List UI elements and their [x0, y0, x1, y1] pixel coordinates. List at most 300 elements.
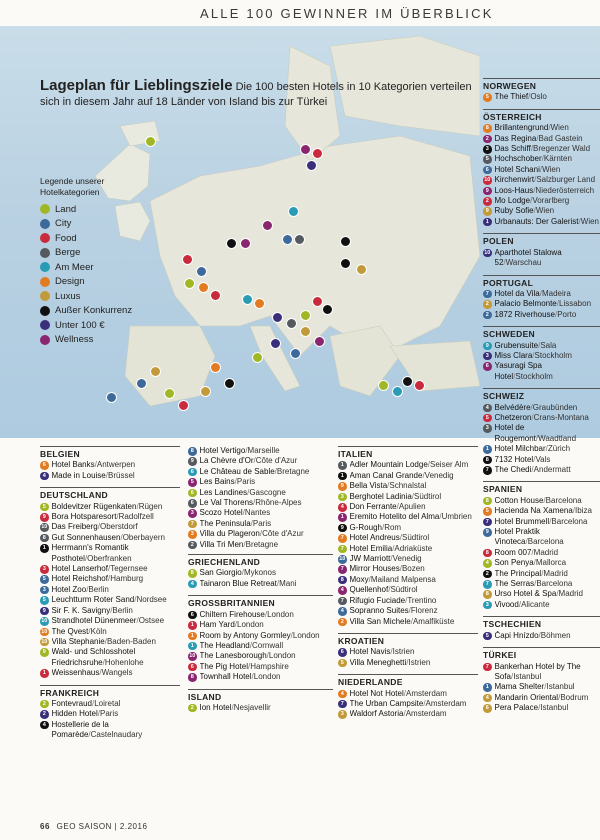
- hotel-entry: 10 The Lanesborough/London: [189, 651, 296, 661]
- hotel-entry: 1 Hotel Milchbar/Zürich: [483, 444, 600, 454]
- hotel-name: Urso Hotel & Spa: [494, 589, 557, 599]
- section-island: [188, 689, 333, 714]
- hotel-name: 7132 Hotel: [494, 454, 534, 464]
- page-header-title: ALLE 100 GEWINNER IM ÜBERBLICK: [200, 6, 494, 21]
- hotel-entry: 6 Les Landines/Gascogne: [188, 488, 333, 498]
- hotel-entry: 4 Hotel Not Hotel/Amsterdam: [338, 689, 478, 699]
- hotel-entry: 1 Ham Yard/London: [188, 620, 333, 630]
- hotel-name: Hotel da Vila: [494, 288, 540, 298]
- legend-item: [40, 246, 160, 261]
- map-marker: [288, 206, 299, 217]
- hotel-entry: 2 Palacio Belmonte/Lissabon: [483, 299, 600, 309]
- hotel-place: Crans-Montana: [533, 412, 589, 422]
- section-frankreich: [40, 685, 180, 741]
- hotel-name: Grubensuite: [494, 340, 539, 350]
- category-number-badge: 1: [338, 461, 347, 470]
- hotel-name: Brillantengrund: [494, 123, 549, 133]
- hotel-name: The Headland: [199, 640, 250, 650]
- category-number-badge: 7: [338, 534, 347, 543]
- list-column-2: [188, 446, 333, 719]
- hotel-entry: 10 Das Freiberg/Oberstdorf: [41, 522, 138, 532]
- legend-color-dot: [40, 335, 50, 345]
- category-number-badge: 4: [483, 404, 492, 413]
- map-marker: [340, 258, 351, 269]
- category-number-badge: 8: [40, 534, 49, 543]
- hotel-place: Sala: [540, 340, 557, 350]
- hotel-entry: 4 Sopranno Suites/Florenz: [338, 606, 478, 616]
- hotel-entry: 4 Don Ferrante/Apulien: [338, 502, 478, 512]
- map-marker: [182, 254, 193, 265]
- page-footer: 66 GEO SAISON | 2.2016: [40, 822, 148, 831]
- hotel-name: Hotel Vertigo: [199, 446, 246, 455]
- hotel-entry: 5 Hacienda Na Xamena/Ibiza: [483, 506, 600, 516]
- category-number-badge: 5: [338, 659, 347, 668]
- legend-label: Food: [55, 232, 77, 244]
- hotel-name: Sopranno Suites: [349, 606, 409, 616]
- hotel-name: Hochschober: [494, 154, 542, 164]
- hotel-place: Oberfranken: [87, 553, 132, 563]
- hotel-entry: 9 Grubensuite/Sala: [483, 341, 600, 351]
- hotel-name: Kirchenwirt: [494, 175, 535, 185]
- category-number-badge: 4: [188, 580, 197, 589]
- legend-item: [40, 275, 160, 290]
- hotel-entry: 3 Hotel Zoo/Berlin: [40, 585, 180, 595]
- legend-item: [40, 289, 160, 304]
- category-number-badge: 8: [188, 673, 197, 682]
- category-number-badge: 8: [483, 549, 492, 558]
- hotel-place: Barcelona: [536, 579, 573, 589]
- category-number-badge: 8: [188, 569, 197, 578]
- hotel-entry: 5 Leuchtturm Roter Sand/Nordsee: [40, 595, 180, 605]
- section-title: GROSSBRITANNIEN: [188, 595, 333, 608]
- hotel-entry: 6 Chiltern Firehouse/London: [188, 610, 333, 620]
- hotel-entry: 9 Sir F. K. Savigny/Berlin: [40, 606, 180, 616]
- category-number-badge: 1: [483, 218, 492, 227]
- category-number-badge: 3: [338, 710, 347, 719]
- hotel-entry: 8 Urso Hotel & Spa/Madrid: [483, 589, 600, 599]
- map-marker: [196, 266, 207, 277]
- category-number-badge: 10: [41, 638, 48, 645]
- category-number-badge: 2: [188, 704, 197, 713]
- hotel-name: Hotel Zoo: [51, 584, 87, 594]
- section-title: SPANIEN: [483, 481, 600, 494]
- map-marker: [312, 148, 323, 159]
- category-number-badge: 9: [188, 457, 197, 466]
- hotel-entry: 1 Weissenhaus/Wangels: [40, 668, 180, 678]
- section-schweiz: [483, 388, 600, 475]
- hotel-name: Chiltern Firehouse: [199, 609, 265, 619]
- category-number-badge: 5: [40, 503, 49, 512]
- category-number-badge: 10: [189, 653, 196, 660]
- category-number-badge: 8: [483, 590, 492, 599]
- section-spanien: [483, 481, 600, 610]
- section-schweden: [483, 326, 600, 382]
- hotel-name: Hotel Not Hotel: [349, 688, 404, 698]
- hotel-place: Istrien: [392, 647, 415, 657]
- hotel-entry: 2 Villa Tri Men/Bretagne: [188, 540, 333, 550]
- category-number-badge: 9: [40, 607, 49, 616]
- hotel-entry: 9 Loos-Haus/Niederösterreich: [483, 186, 600, 196]
- category-number-badge: 3: [40, 586, 49, 595]
- hotel-place: Vals: [535, 454, 551, 464]
- hotel-entry: 8 Gut Sonnenhausen/Oberbayern: [40, 533, 180, 543]
- hotel-place: Istanbul: [513, 671, 542, 681]
- legend-label: Wellness: [55, 334, 94, 346]
- hotel-place: Oberstdorf: [99, 522, 138, 532]
- section-tuerkei: [483, 647, 600, 713]
- map-marker: [242, 294, 253, 305]
- section-title: GRIECHENLAND: [188, 554, 333, 567]
- section-title: FRANKREICH: [40, 685, 180, 698]
- legend-color-dot: [40, 306, 50, 316]
- hotel-place: Rügen: [138, 501, 163, 511]
- hotel-name: Villa San Michele: [349, 616, 411, 626]
- legend-heading: Legende unserer Hotelkategorien: [40, 176, 105, 197]
- map-marker: [198, 282, 209, 293]
- hotel-entry: 5 Boldevitzer Rügenkaten/Rügen: [40, 502, 180, 512]
- issue-number: 2.2016: [119, 822, 148, 831]
- category-number-badge: 1: [483, 683, 492, 692]
- hotel-name: Aparthotel Stalowa 52: [494, 247, 562, 268]
- category-number-badge: 3: [483, 424, 492, 433]
- category-number-badge: 4: [338, 586, 347, 595]
- hotel-entry: 2 Mo Lodge/Vorarlberg: [483, 196, 600, 206]
- hotel-place: Cornwall: [252, 640, 284, 650]
- hotel-place: Paris: [99, 709, 119, 719]
- hotel-entry: 7 Rifugio Fuciade/Trentino: [338, 596, 478, 606]
- hotel-entry: 5 Chetzeron/Crans-Montana: [483, 413, 600, 423]
- hotel-entry: 6 Le Château de Sable/Bretagne: [188, 467, 333, 477]
- hotel-entry: 2 Hidden Hotel/Paris: [40, 709, 180, 719]
- hotel-entry: 4 Hostellerie de la Pomarède/Castelnaudary: [40, 720, 180, 741]
- section-title: SCHWEDEN: [483, 326, 600, 339]
- hotel-name: Yasuragi Spa Hotel: [494, 361, 542, 381]
- hotel-place: Nantes: [244, 508, 271, 518]
- hotel-entry: 4 Son Penya/Mallorca: [483, 558, 600, 568]
- hotel-name: Belvédère: [494, 402, 531, 412]
- hotel-entry: 7 The Chedi/Andermatt: [483, 465, 600, 475]
- hotel-name: Chetzeron: [494, 412, 532, 422]
- hotel-entry: 4 Tainaron Blue Retreat/Mani: [188, 579, 333, 589]
- category-number-badge: 9: [483, 207, 492, 216]
- magazine-name: GEO SAISON: [56, 822, 112, 831]
- hotel-name: The Serras: [494, 579, 535, 589]
- category-number-badge: 8: [483, 497, 492, 506]
- hotel-entry: 9 Bora Hotsparesort/Radolfzell: [40, 512, 180, 522]
- map-marker: [322, 304, 333, 315]
- hotel-name: Ham Yard: [199, 620, 235, 630]
- map-title-block: [40, 78, 480, 110]
- hotel-name: Urbanauts: Der Galerist: [494, 216, 579, 226]
- category-number-badge: 7: [483, 518, 492, 527]
- hotel-place: Stockholm: [534, 350, 572, 360]
- hotel-name: Das Schiff: [494, 144, 531, 154]
- map-marker: [240, 238, 251, 249]
- map-marker: [226, 238, 237, 249]
- hotel-place: Wien: [580, 216, 599, 226]
- hotel-place: Wangels: [101, 668, 133, 678]
- hotel-place: Nesjavellir: [233, 702, 271, 712]
- hotel-place: Südtirol: [390, 585, 418, 595]
- hotel-place: Wien: [542, 164, 561, 174]
- hotel-entry: 7 Hotel da Vila/Madeira: [483, 289, 600, 299]
- category-number-badge: 5: [483, 93, 492, 102]
- legend-item: [40, 202, 160, 217]
- legend-item: [40, 260, 160, 275]
- hotel-name: Vivood: [494, 599, 519, 609]
- category-number-badge: 7: [483, 663, 492, 672]
- hotel-name: Hidden Hotel: [51, 709, 98, 719]
- hotel-place: London: [267, 609, 294, 619]
- hotel-place: Kärnten: [543, 154, 572, 164]
- hotel-place: Barcelona: [551, 516, 588, 526]
- hotel-entry: 2 Ion Hotel/Nesjavellir: [188, 703, 333, 713]
- hotel-name: Bora Hotsparesort: [51, 512, 117, 522]
- category-number-badge: 3: [483, 145, 492, 154]
- hotel-place: Trentino: [407, 595, 437, 605]
- hotel-name: Hotel Brummell: [494, 516, 550, 526]
- hotel-place: Alicante: [521, 599, 550, 609]
- hotel-entry: 3 Miss Clara/Stockholm: [483, 351, 600, 361]
- section-niederlande: [338, 674, 478, 720]
- hotel-entry: 4 Quellenhof/Südtirol: [338, 585, 478, 595]
- hotel-name: Les Bains: [199, 477, 235, 487]
- hotel-name: La Chèvre d'Or: [199, 456, 254, 466]
- category-number-badge: 1: [338, 513, 347, 522]
- section-title: PORTUGAL: [483, 275, 600, 288]
- hotel-name: The Pig Hotel: [199, 661, 248, 671]
- hotel-place: Venedig: [392, 554, 422, 564]
- category-number-badge: 9: [338, 482, 347, 491]
- hotel-entry: 1 Aman Canal Grande/Venedig: [338, 471, 478, 481]
- hotel-place: Oslo: [530, 92, 547, 102]
- hotel-place: Brüssel: [108, 470, 135, 480]
- hotel-place: Bregenzer Wald: [533, 144, 591, 154]
- hotel-name: Cotton House: [494, 495, 544, 505]
- hotel-name: Hotel de Rougemont: [494, 423, 536, 443]
- hotel-entry: 3 Hotel de Rougemont/Waadtland: [483, 423, 600, 444]
- category-number-badge: 7: [338, 700, 347, 709]
- category-number-badge: 6: [483, 362, 492, 371]
- hotel-place: Schnalstal: [389, 481, 427, 491]
- hotel-place: Apulien: [398, 502, 426, 512]
- hotel-name: Hotel Navis: [349, 647, 391, 657]
- hotel-name: Villa Meneghetti: [349, 657, 407, 667]
- hotel-entry: 4 Mandarin Oriental/Bodrum: [483, 693, 600, 703]
- category-number-badge: 5: [483, 155, 492, 164]
- category-number-badge: 6: [188, 611, 197, 620]
- hotel-name: Boldevitzer Rügenkaten: [51, 501, 137, 511]
- category-number-badge: 4: [338, 690, 347, 699]
- map-marker: [184, 278, 195, 289]
- hotel-entry: 7 Hotel Brummell/Barcelona: [483, 517, 600, 527]
- hotel-entry: 8 7132 Hotel/Vals: [483, 455, 600, 465]
- hotel-entry: 10 Strandhotel Dünenmeer/Ostsee: [41, 616, 165, 626]
- hotel-entry: 7 Mirror Houses/Bozen: [338, 564, 478, 574]
- hotel-entry: 2 Villa San Michele/Amalfiküste: [338, 617, 478, 627]
- hotel-entry: 3 Hotel Lanserhof/Tegernsee: [40, 564, 180, 574]
- legend-color-dot: [40, 248, 50, 258]
- list-column-4: [483, 78, 600, 720]
- map-marker: [286, 318, 297, 329]
- hotel-entry: 5 Les Bains/Paris: [188, 477, 333, 487]
- hotel-name: Mandarin Oriental: [494, 692, 559, 702]
- hotel-name: Les Landines: [199, 487, 248, 497]
- legend-color-dot: [40, 277, 50, 287]
- hotel-place: Madrid: [533, 547, 559, 557]
- category-number-badge: 9: [40, 513, 49, 522]
- hotel-name: Room 007: [494, 547, 532, 557]
- map-marker: [262, 220, 273, 231]
- category-number-badge: 4: [40, 721, 49, 730]
- hotel-name: Hotel Schani: [494, 164, 540, 174]
- hotel-name: Mama Shelter: [494, 682, 545, 692]
- map-marker: [145, 136, 156, 147]
- category-number-badge: 6: [188, 499, 197, 508]
- category-number-badge: 6: [188, 663, 197, 672]
- hotel-entry: 6 Yasuragi Spa Hotel/Stockholm: [483, 361, 600, 382]
- hotel-name: Hacienda Na Xamena: [494, 506, 573, 516]
- hotel-entry: 9 La Chèvre d'Or/Côte d'Azur: [188, 456, 333, 466]
- section-belgien: [40, 446, 180, 481]
- map-marker: [300, 144, 311, 155]
- hotel-entry: 5 Čapi Hnízdo/Böhmen: [483, 631, 600, 641]
- map-marker: [270, 338, 281, 349]
- hotel-place: Madeira: [541, 288, 571, 298]
- hotel-place: Ibiza: [575, 506, 592, 516]
- category-number-badge: 3: [40, 565, 49, 574]
- category-number-badge: 1: [483, 445, 492, 454]
- hotel-entry: 10 Aparthotel Stalowa 52/Warschau: [484, 247, 562, 268]
- hotel-name: Hotel Lanserhof: [51, 564, 108, 574]
- hotel-name: Palacio Belmonte: [494, 299, 557, 309]
- category-number-badge: 3: [338, 493, 347, 502]
- page-header: [0, 0, 600, 26]
- category-number-badge: 2: [40, 710, 49, 719]
- hotel-name: Eremito Hotelito del Alma: [349, 512, 440, 522]
- hotel-name: Miss Clara: [494, 350, 533, 360]
- page-number: 66: [40, 822, 50, 831]
- hotel-name: Rifugio Fuciade: [349, 595, 406, 605]
- hotel-place: Lissabon: [559, 299, 592, 309]
- legend-color-dot: [40, 262, 50, 272]
- hotel-entry: 4 Made in Louise/Brüssel: [40, 471, 180, 481]
- hotel-place: London: [292, 630, 320, 640]
- hotel-place: Amsterdam: [405, 709, 447, 719]
- category-number-badge: 1: [40, 669, 49, 678]
- hotel-entry: 3 Berghotel Ladinia/Südtirol: [338, 492, 478, 502]
- hotel-place: Südtirol: [402, 533, 430, 543]
- hotel-name: Son Penya: [494, 558, 534, 568]
- category-number-badge: 5: [483, 632, 492, 641]
- hotel-name: Loos-Haus: [494, 185, 534, 195]
- hotel-place: Istanbul: [540, 703, 569, 713]
- hotel-place: Wien: [535, 206, 555, 216]
- hotel-place: London: [237, 620, 264, 630]
- hotel-entry: 1 Eremito Hotelito del Alma/Umbrien: [338, 512, 478, 522]
- hotel-name: Hotel Emilia: [349, 543, 393, 553]
- hotel-name: Hotel Reichshof: [51, 574, 108, 584]
- hotel-place: Amalfiküste: [412, 616, 455, 626]
- hotel-entry: 1 Herrmann's Romantik Posthotel/Oberfranken: [40, 543, 180, 564]
- hotel-name: Le Château de Sable: [199, 466, 275, 476]
- hotel-place: Barcelona: [527, 537, 564, 547]
- hotel-place: Mailand Malpensa: [370, 574, 436, 584]
- map-marker: [294, 234, 305, 245]
- section-title: ITALIEN: [338, 446, 478, 459]
- category-number-badge: 7: [483, 466, 492, 475]
- hotel-place: Paris: [236, 477, 256, 487]
- hotel-place: Istrien: [408, 657, 431, 667]
- hotel-entry: 1 Mama Shelter/Istanbul: [483, 682, 600, 692]
- hotel-entry: 7 The Peninsula/Paris: [188, 519, 333, 529]
- section-title: SCHWEIZ: [483, 388, 600, 401]
- hotel-entry: 6 Le Val Thorens/Rhône-Alpes: [188, 498, 333, 508]
- hotel-place: Wien: [550, 123, 569, 133]
- hotel-name: The Urban Campsite: [349, 698, 424, 708]
- hotel-name: Townhall Hotel: [199, 672, 252, 682]
- map-legend: [40, 176, 160, 347]
- category-number-badge: 1: [40, 544, 49, 553]
- hotel-entry: 1 The Headland/Cornwall: [188, 641, 333, 651]
- hotel-place: Nordsee: [136, 595, 167, 605]
- hotel-entry: 7 Bankerhan Hotel by The Sofa/Istanbul: [483, 662, 600, 683]
- legend-item: [40, 217, 160, 232]
- map-marker: [200, 386, 211, 397]
- category-number-badge: 5: [40, 596, 49, 605]
- hotel-entry: 6 Pera Palace/Istanbul: [483, 703, 600, 713]
- hotel-entry: 10 Villa Stephanie/Baden-Baden: [41, 636, 156, 646]
- map-marker: [314, 336, 325, 347]
- hotel-place: Salzburger Land: [536, 175, 596, 185]
- hotel-place: Stockholm: [515, 371, 553, 381]
- map-marker: [224, 378, 235, 389]
- category-number-badge: 9: [483, 342, 492, 351]
- map-marker: [402, 376, 413, 387]
- hotel-name: Gut Sonnenhausen: [51, 532, 121, 542]
- hotel-name: Fontevraud: [51, 698, 92, 708]
- hotel-place: Tegernsee: [110, 564, 148, 574]
- category-number-badge: 2: [40, 700, 49, 709]
- map-marker: [356, 264, 367, 275]
- hotel-entry: 6 Hotel Banks/Antwerpen: [40, 460, 180, 470]
- hotel-place: Loiretal: [94, 698, 121, 708]
- category-number-badge: 4: [40, 472, 49, 481]
- legend-label: Luxus: [55, 290, 81, 302]
- hotel-entry: 9 Bella Vista/Schnalstal: [338, 481, 478, 491]
- hotel-name: Wald- und Schlosshotel Friedrichsruhe: [51, 647, 136, 667]
- category-number-badge: 10: [41, 524, 48, 531]
- category-number-badge: 6: [483, 166, 492, 175]
- hotel-place: Gascogne: [249, 487, 286, 497]
- hotel-name: Herrmann's Romantik Posthotel: [51, 543, 129, 563]
- category-number-badge: 6: [188, 468, 197, 477]
- hotel-place: Hampshire: [250, 661, 289, 671]
- legend-label: Design: [55, 276, 85, 288]
- legend-color-dot: [40, 233, 50, 243]
- hotel-entry: 8 Cotton House/Barcelona: [483, 496, 600, 506]
- hotel-place: Köln: [90, 626, 107, 636]
- category-number-badge: 5: [188, 478, 197, 487]
- hotel-entry: 10 JW Marriott/Venedig: [339, 554, 422, 564]
- hotel-place: Côte d'Azur: [255, 456, 298, 466]
- hotel-place: Bozen: [401, 564, 425, 574]
- category-number-badge: 7: [338, 565, 347, 574]
- category-number-badge: 7: [483, 290, 492, 299]
- hotel-name: The Peninsula: [199, 518, 251, 528]
- hotel-entry: 8 Townhall Hotel/London: [188, 672, 333, 682]
- map-marker: [306, 160, 317, 171]
